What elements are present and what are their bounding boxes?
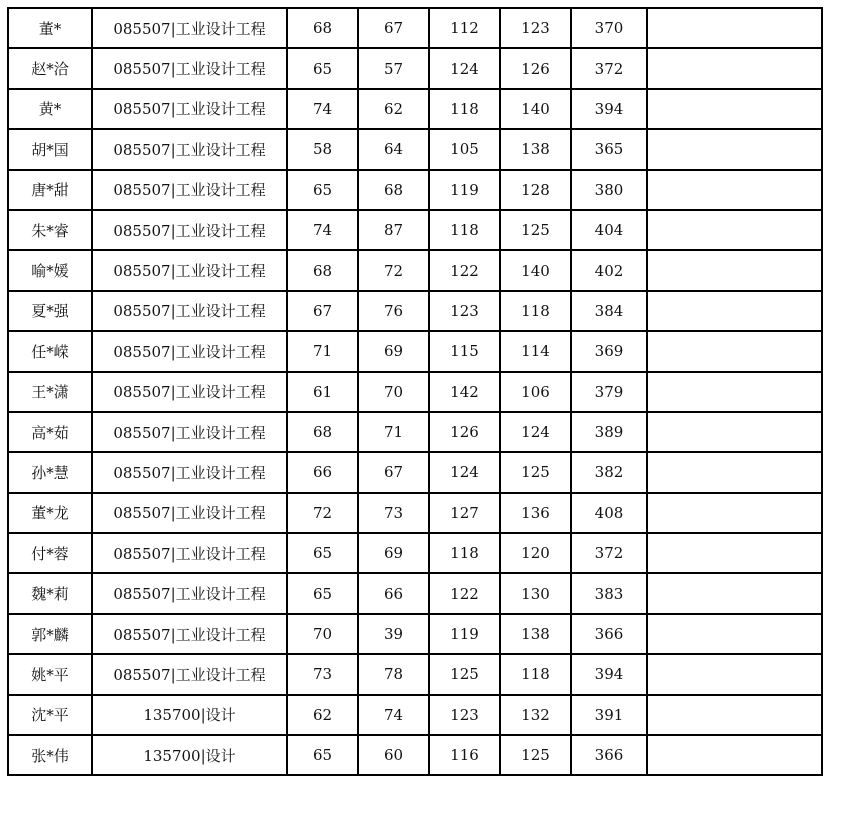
cell-total: 384 [571,291,647,331]
cell-total: 365 [571,129,647,169]
table-row [8,654,822,694]
cell-score-3: 119 [429,614,500,654]
cell-name: 赵*洽 [8,48,92,88]
cell-score-2: 64 [358,129,429,169]
cell-score-2: 76 [358,291,429,331]
cell-score-4: 118 [500,291,571,331]
cell-name: 董* [8,8,92,48]
cell-total: 391 [571,695,647,735]
cell-major: 085507|工业设计工程 [92,372,287,412]
cell-total: 404 [571,210,647,250]
cell-score-4: 138 [500,129,571,169]
cell-score-3: 124 [429,452,500,492]
cell-score-2: 60 [358,735,429,775]
cell-score-4: 124 [500,412,571,452]
cell-name: 董*龙 [8,493,92,533]
cell-score-1: 68 [287,8,358,48]
cell-name: 张*伟 [8,735,92,775]
cell-score-1: 71 [287,331,358,371]
table-row [8,291,822,331]
table-row [8,210,822,250]
cell-score-1: 58 [287,129,358,169]
cell-major: 135700|设计 [92,735,287,775]
cell-total: 380 [571,170,647,210]
cell-name: 付*蓉 [8,533,92,573]
cell-score-3: 119 [429,170,500,210]
cell-major: 085507|工业设计工程 [92,573,287,613]
cell-note [647,48,822,88]
cell-score-2: 67 [358,452,429,492]
cell-score-3: 127 [429,493,500,533]
cell-score-2: 57 [358,48,429,88]
cell-score-3: 115 [429,331,500,371]
cell-name: 黄* [8,89,92,129]
cell-score-4: 140 [500,250,571,290]
cell-score-4: 138 [500,614,571,654]
score-table-body [8,8,822,775]
cell-score-1: 65 [287,170,358,210]
cell-major: 135700|设计 [92,695,287,735]
cell-total: 408 [571,493,647,533]
cell-name: 夏*强 [8,291,92,331]
cell-total: 369 [571,331,647,371]
cell-major: 085507|工业设计工程 [92,170,287,210]
cell-score-2: 74 [358,695,429,735]
cell-total: 394 [571,89,647,129]
cell-name: 孙*慧 [8,452,92,492]
cell-score-2: 69 [358,533,429,573]
cell-score-2: 62 [358,89,429,129]
cell-score-1: 65 [287,533,358,573]
cell-score-2: 78 [358,654,429,694]
cell-score-4: 114 [500,331,571,371]
cell-score-4: 125 [500,735,571,775]
cell-major: 085507|工业设计工程 [92,210,287,250]
cell-total: 379 [571,372,647,412]
cell-score-3: 125 [429,654,500,694]
cell-total: 394 [571,654,647,694]
cell-score-4: 126 [500,48,571,88]
cell-score-2: 66 [358,573,429,613]
cell-major: 085507|工业设计工程 [92,8,287,48]
table-row [8,129,822,169]
cell-score-4: 120 [500,533,571,573]
cell-name: 喻*媛 [8,250,92,290]
table-row [8,372,822,412]
cell-score-1: 68 [287,250,358,290]
table-row [8,614,822,654]
cell-score-3: 124 [429,48,500,88]
cell-score-3: 118 [429,533,500,573]
cell-major: 085507|工业设计工程 [92,291,287,331]
table-row [8,533,822,573]
cell-score-1: 66 [287,452,358,492]
cell-score-1: 74 [287,210,358,250]
cell-score-2: 70 [358,372,429,412]
table-row [8,573,822,613]
cell-name: 唐*甜 [8,170,92,210]
cell-score-3: 126 [429,412,500,452]
cell-note [647,170,822,210]
table-row [8,493,822,533]
cell-note [647,614,822,654]
table-row [8,48,822,88]
cell-score-3: 123 [429,291,500,331]
cell-score-4: 125 [500,452,571,492]
cell-score-4: 128 [500,170,571,210]
cell-major: 085507|工业设计工程 [92,129,287,169]
table-row [8,452,822,492]
cell-score-3: 122 [429,250,500,290]
cell-total: 372 [571,533,647,573]
cell-total: 372 [571,48,647,88]
cell-note [647,8,822,48]
cell-score-4: 118 [500,654,571,694]
cell-score-1: 65 [287,48,358,88]
cell-score-1: 65 [287,573,358,613]
cell-score-2: 68 [358,170,429,210]
cell-name: 王*潇 [8,372,92,412]
cell-note [647,291,822,331]
table-row [8,170,822,210]
cell-major: 085507|工业设计工程 [92,48,287,88]
cell-name: 郭*麟 [8,614,92,654]
cell-name: 高*茹 [8,412,92,452]
cell-score-2: 39 [358,614,429,654]
cell-score-4: 140 [500,89,571,129]
cell-score-1: 74 [287,89,358,129]
cell-score-2: 67 [358,8,429,48]
cell-note [647,129,822,169]
cell-score-3: 122 [429,573,500,613]
cell-score-2: 71 [358,412,429,452]
cell-note [647,331,822,371]
cell-note [647,412,822,452]
cell-score-3: 116 [429,735,500,775]
cell-note [647,654,822,694]
cell-major: 085507|工业设计工程 [92,412,287,452]
cell-score-4: 106 [500,372,571,412]
cell-score-4: 125 [500,210,571,250]
cell-score-3: 112 [429,8,500,48]
cell-score-1: 68 [287,412,358,452]
cell-major: 085507|工业设计工程 [92,452,287,492]
cell-major: 085507|工业设计工程 [92,331,287,371]
cell-note [647,452,822,492]
cell-note [647,372,822,412]
cell-note [647,695,822,735]
cell-total: 366 [571,614,647,654]
cell-note [647,89,822,129]
score-table [7,7,823,776]
cell-name: 任*嵘 [8,331,92,371]
cell-name: 魏*莉 [8,573,92,613]
cell-score-4: 136 [500,493,571,533]
cell-score-3: 105 [429,129,500,169]
cell-major: 085507|工业设计工程 [92,493,287,533]
cell-score-4: 132 [500,695,571,735]
cell-total: 383 [571,573,647,613]
table-row [8,8,822,48]
cell-major: 085507|工业设计工程 [92,533,287,573]
cell-total: 402 [571,250,647,290]
cell-score-1: 73 [287,654,358,694]
cell-major: 085507|工业设计工程 [92,614,287,654]
cell-note [647,250,822,290]
cell-note [647,573,822,613]
cell-score-3: 142 [429,372,500,412]
cell-total: 389 [571,412,647,452]
cell-note [647,493,822,533]
table-row [8,412,822,452]
cell-score-2: 69 [358,331,429,371]
cell-score-1: 70 [287,614,358,654]
cell-total: 366 [571,735,647,775]
cell-note [647,210,822,250]
cell-score-1: 67 [287,291,358,331]
table-row [8,89,822,129]
cell-name: 胡*国 [8,129,92,169]
cell-score-4: 123 [500,8,571,48]
cell-major: 085507|工业设计工程 [92,89,287,129]
cell-total: 370 [571,8,647,48]
cell-note [647,533,822,573]
cell-total: 382 [571,452,647,492]
cell-name: 朱*睿 [8,210,92,250]
table-row [8,250,822,290]
cell-score-1: 72 [287,493,358,533]
cell-name: 姚*平 [8,654,92,694]
cell-score-3: 118 [429,89,500,129]
cell-score-3: 123 [429,695,500,735]
cell-score-3: 118 [429,210,500,250]
cell-score-1: 65 [287,735,358,775]
cell-score-2: 72 [358,250,429,290]
cell-score-1: 62 [287,695,358,735]
cell-major: 085507|工业设计工程 [92,250,287,290]
table-row [8,735,822,775]
cell-name: 沈*平 [8,695,92,735]
cell-note [647,735,822,775]
cell-major: 085507|工业设计工程 [92,654,287,694]
cell-score-1: 61 [287,372,358,412]
cell-score-4: 130 [500,573,571,613]
table-row [8,695,822,735]
cell-score-2: 87 [358,210,429,250]
table-row [8,331,822,371]
cell-score-2: 73 [358,493,429,533]
